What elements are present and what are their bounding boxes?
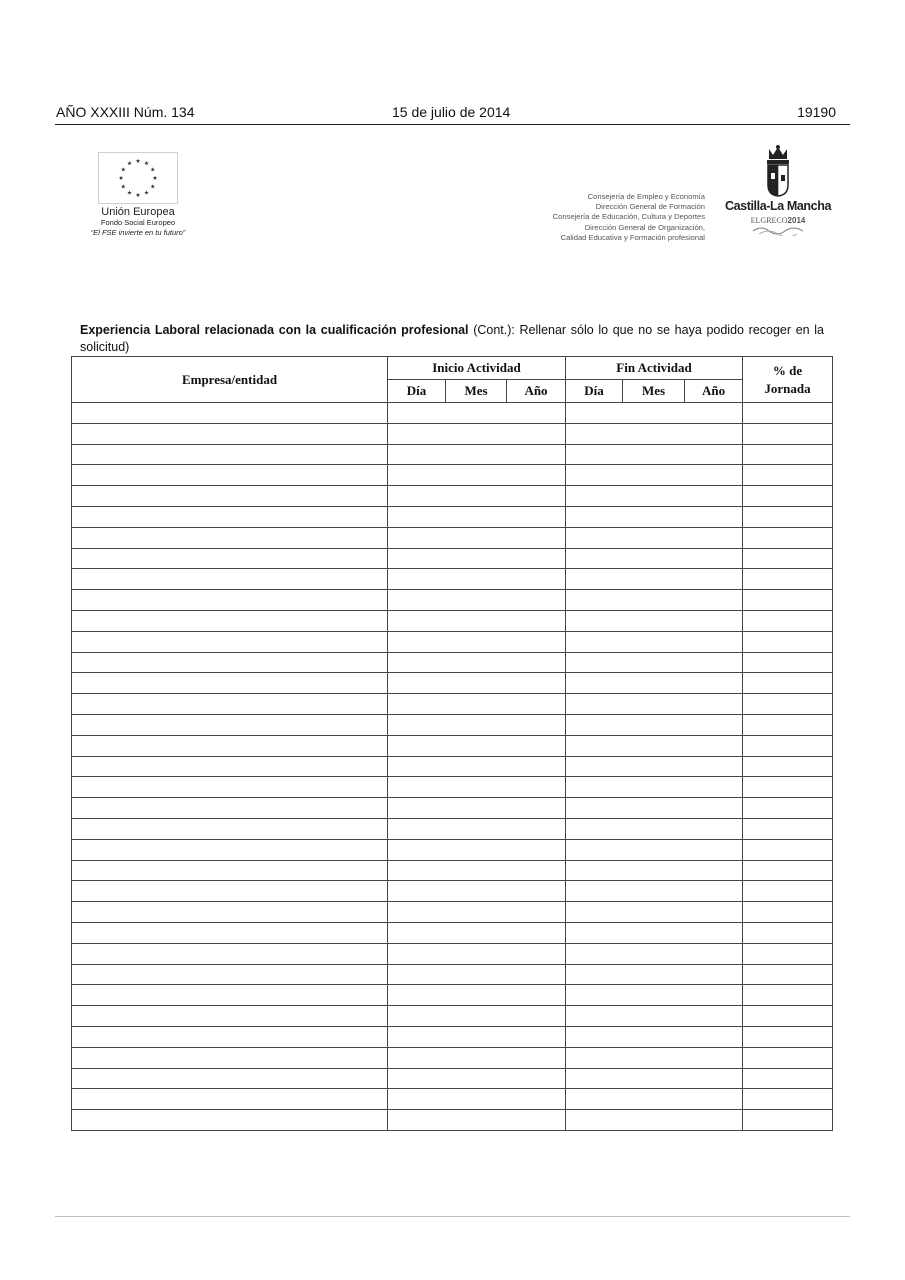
table-row — [72, 1006, 833, 1027]
end-date-cell[interactable] — [566, 881, 743, 902]
start-date-cell[interactable] — [388, 1047, 566, 1068]
percent-cell[interactable] — [743, 486, 833, 507]
start-date-cell[interactable] — [388, 610, 566, 631]
end-date-cell[interactable] — [566, 922, 743, 943]
end-date-cell[interactable] — [566, 1110, 743, 1131]
table-row — [72, 548, 833, 569]
eu-star-icon — [136, 159, 140, 163]
company-cell[interactable] — [72, 818, 388, 839]
company-cell[interactable] — [72, 860, 388, 881]
company-cell[interactable] — [72, 964, 388, 985]
clm-name: Castilla-La Mancha — [724, 199, 832, 213]
percent-cell[interactable] — [743, 839, 833, 860]
company-cell[interactable] — [72, 756, 388, 777]
start-date-cell[interactable] — [388, 590, 566, 611]
issue-number: AÑO XXXIII Núm. 134 — [56, 104, 195, 120]
table-row — [72, 1089, 833, 1110]
percent-cell[interactable] — [743, 943, 833, 964]
percent-cell[interactable] — [743, 673, 833, 694]
table-row — [72, 881, 833, 902]
start-date-cell[interactable] — [388, 423, 566, 444]
end-date-cell[interactable] — [566, 818, 743, 839]
percent-cell[interactable] — [743, 1026, 833, 1047]
end-date-cell[interactable] — [566, 860, 743, 881]
percent-cell[interactable] — [743, 527, 833, 548]
end-date-cell[interactable] — [566, 548, 743, 569]
company-cell[interactable] — [72, 1006, 388, 1027]
eu-star-icon — [127, 161, 131, 165]
company-cell[interactable] — [72, 714, 388, 735]
company-cell[interactable] — [72, 652, 388, 673]
start-date-cell[interactable] — [388, 673, 566, 694]
end-date-cell[interactable] — [566, 486, 743, 507]
header-end-activity: Fin Actividad — [566, 357, 743, 380]
footer-rule — [55, 1216, 850, 1217]
percent-cell[interactable] — [743, 714, 833, 735]
table-row — [72, 1047, 833, 1068]
end-date-cell[interactable] — [566, 798, 743, 819]
company-cell[interactable] — [72, 1047, 388, 1068]
company-cell[interactable] — [72, 985, 388, 1006]
percent-cell[interactable] — [743, 818, 833, 839]
eu-star-icon — [151, 167, 155, 171]
header-end-year: Año — [685, 380, 743, 403]
table-row — [72, 818, 833, 839]
start-date-cell[interactable] — [388, 714, 566, 735]
end-date-cell[interactable] — [566, 1047, 743, 1068]
percent-cell[interactable] — [743, 1068, 833, 1089]
company-cell[interactable] — [72, 444, 388, 465]
percent-cell[interactable] — [743, 1047, 833, 1068]
table-row — [72, 694, 833, 715]
company-cell[interactable] — [72, 527, 388, 548]
eu-star-icon — [144, 161, 148, 165]
end-date-cell[interactable] — [566, 756, 743, 777]
start-date-cell[interactable] — [388, 527, 566, 548]
end-date-cell[interactable] — [566, 1006, 743, 1027]
company-cell[interactable] — [72, 798, 388, 819]
section-title: Experiencia Laboral relacionada con la cualificación profesional — [80, 323, 469, 337]
percent-cell[interactable] — [743, 1110, 833, 1131]
header-start-month: Mes — [446, 380, 507, 403]
start-date-cell[interactable] — [388, 1006, 566, 1027]
percent-cell[interactable] — [743, 569, 833, 590]
end-date-cell[interactable] — [566, 569, 743, 590]
percent-cell[interactable] — [743, 881, 833, 902]
percent-cell[interactable] — [743, 631, 833, 652]
end-date-cell[interactable] — [566, 714, 743, 735]
company-cell[interactable] — [72, 881, 388, 902]
percent-cell[interactable] — [743, 652, 833, 673]
work-experience-table — [71, 356, 833, 1131]
header-company: Empresa/entidad — [72, 357, 388, 403]
start-date-cell[interactable] — [388, 985, 566, 1006]
end-date-cell[interactable] — [566, 1026, 743, 1047]
company-cell[interactable] — [72, 694, 388, 715]
end-date-cell[interactable] — [566, 444, 743, 465]
table-row — [72, 839, 833, 860]
start-date-cell[interactable] — [388, 465, 566, 486]
start-date-cell[interactable] — [388, 922, 566, 943]
company-cell[interactable] — [72, 673, 388, 694]
table-row — [72, 902, 833, 923]
start-date-cell[interactable] — [388, 902, 566, 923]
percent-cell[interactable] — [743, 860, 833, 881]
percent-cell[interactable] — [743, 798, 833, 819]
start-date-cell[interactable] — [388, 694, 566, 715]
page-number: 19190 — [797, 104, 836, 120]
table-row — [72, 714, 833, 735]
table-row — [72, 465, 833, 486]
table-row — [72, 735, 833, 756]
company-cell[interactable] — [72, 423, 388, 444]
greco-year: 2014 — [787, 216, 806, 225]
start-date-cell[interactable] — [388, 777, 566, 798]
start-date-cell[interactable] — [388, 756, 566, 777]
table-row — [72, 610, 833, 631]
percent-cell[interactable] — [743, 423, 833, 444]
header-start-activity: Inicio Actividad — [388, 357, 566, 380]
ornament-icon — [751, 226, 805, 236]
company-cell[interactable] — [72, 839, 388, 860]
end-date-cell[interactable] — [566, 964, 743, 985]
company-cell[interactable] — [72, 1068, 388, 1089]
table-row — [72, 943, 833, 964]
end-date-cell[interactable] — [566, 423, 743, 444]
table-row — [72, 486, 833, 507]
company-cell[interactable] — [72, 943, 388, 964]
start-date-cell[interactable] — [388, 1068, 566, 1089]
end-date-cell[interactable] — [566, 506, 743, 527]
start-date-cell[interactable] — [388, 943, 566, 964]
start-date-cell[interactable] — [388, 486, 566, 507]
table-row — [72, 527, 833, 548]
end-date-cell[interactable] — [566, 631, 743, 652]
table-row — [72, 1068, 833, 1089]
company-cell[interactable] — [72, 590, 388, 611]
start-date-cell[interactable] — [388, 839, 566, 860]
eu-motto: “El FSE invierte en tu futuro” — [90, 228, 186, 237]
start-date-cell[interactable] — [388, 444, 566, 465]
percent-cell[interactable] — [743, 548, 833, 569]
table-row — [72, 403, 833, 424]
eu-star-icon — [121, 184, 125, 188]
consejeria-line: Calidad Educativa y Formación profesional — [560, 232, 705, 242]
company-cell[interactable] — [72, 631, 388, 652]
end-date-cell[interactable] — [566, 527, 743, 548]
start-date-cell[interactable] — [388, 403, 566, 424]
table-row — [72, 756, 833, 777]
el-greco-mark — [722, 216, 834, 225]
end-date-cell[interactable] — [566, 1068, 743, 1089]
consejeria-line: Dirección General de Organización, — [584, 222, 705, 232]
coat-of-arms-icon — [764, 145, 792, 197]
consejeria-line: Consejería de Educación, Cultura y Deportes — [552, 212, 705, 222]
company-cell[interactable] — [72, 777, 388, 798]
table-row — [72, 964, 833, 985]
table-row — [72, 444, 833, 465]
table-row — [72, 652, 833, 673]
company-cell[interactable] — [72, 1089, 388, 1110]
start-date-cell[interactable] — [388, 1089, 566, 1110]
start-date-cell[interactable] — [388, 798, 566, 819]
percent-cell[interactable] — [743, 777, 833, 798]
end-date-cell[interactable] — [566, 839, 743, 860]
consejeria-line: Consejería de Empleo y Economía — [587, 192, 705, 201]
company-cell[interactable] — [72, 486, 388, 507]
header-start-year: Año — [507, 380, 566, 403]
eu-logo — [80, 152, 196, 238]
company-cell[interactable] — [72, 610, 388, 631]
table-row — [72, 985, 833, 1006]
consejeria-line: Dirección General de Formación — [595, 202, 705, 212]
start-date-cell[interactable] — [388, 569, 566, 590]
percent-cell[interactable] — [743, 465, 833, 486]
company-cell[interactable] — [72, 548, 388, 569]
percent-cell[interactable] — [743, 1089, 833, 1110]
table-row — [72, 590, 833, 611]
percent-cell[interactable] — [743, 506, 833, 527]
end-date-cell[interactable] — [566, 985, 743, 1006]
start-date-cell[interactable] — [388, 1026, 566, 1047]
eu-star-icon — [136, 193, 140, 197]
table-row — [72, 673, 833, 694]
eu-star-icon — [151, 184, 155, 188]
page-header — [55, 104, 850, 125]
eu-star-icon — [121, 167, 125, 171]
eu-star-icon — [144, 190, 148, 194]
percent-cell[interactable] — [743, 964, 833, 985]
company-cell[interactable] — [72, 569, 388, 590]
end-date-cell[interactable] — [566, 590, 743, 611]
table-row — [72, 860, 833, 881]
company-cell[interactable] — [72, 506, 388, 527]
start-date-cell[interactable] — [388, 1110, 566, 1131]
end-date-cell[interactable] — [566, 943, 743, 964]
table-row — [72, 777, 833, 798]
percent-cell[interactable] — [743, 985, 833, 1006]
company-cell[interactable] — [72, 922, 388, 943]
percent-cell[interactable] — [743, 694, 833, 715]
eu-star-icon — [127, 190, 131, 194]
eu-subtitle: Fondo Social Europeo — [100, 218, 176, 227]
end-date-cell[interactable] — [566, 777, 743, 798]
start-date-cell[interactable] — [388, 506, 566, 527]
eu-star-icon — [153, 176, 157, 180]
eu-title: Unión Europea — [101, 206, 175, 218]
header-percent-jornada: % de Jornada — [743, 357, 833, 403]
greco-prefix: ELGRECO — [750, 216, 788, 225]
end-date-cell[interactable] — [566, 735, 743, 756]
section-note: (Cont.): Rellenar sólo lo que no se haya podido recoger en la solicitud) — [80, 323, 824, 354]
end-date-cell[interactable] — [566, 673, 743, 694]
percent-cell[interactable] — [743, 1006, 833, 1027]
table-row — [72, 506, 833, 527]
end-date-cell[interactable] — [566, 902, 743, 923]
table-row — [72, 798, 833, 819]
table-row — [72, 569, 833, 590]
start-date-cell[interactable] — [388, 631, 566, 652]
company-cell[interactable] — [72, 403, 388, 424]
end-date-cell[interactable] — [566, 694, 743, 715]
section-intro — [80, 322, 824, 356]
start-date-cell[interactable] — [388, 735, 566, 756]
company-cell[interactable] — [72, 735, 388, 756]
end-date-cell[interactable] — [566, 610, 743, 631]
percent-cell[interactable] — [743, 610, 833, 631]
start-date-cell[interactable] — [388, 881, 566, 902]
clm-logo — [722, 145, 834, 236]
header-end-month: Mes — [623, 380, 685, 403]
company-cell[interactable] — [72, 902, 388, 923]
header-end-day: Día — [566, 380, 623, 403]
start-date-cell[interactable] — [388, 652, 566, 673]
percent-cell[interactable] — [743, 756, 833, 777]
start-date-cell[interactable] — [388, 964, 566, 985]
consejeria-block — [553, 192, 705, 243]
percent-cell[interactable] — [743, 444, 833, 465]
percent-cell[interactable] — [743, 590, 833, 611]
percent-cell[interactable] — [743, 735, 833, 756]
header-start-day: Día — [388, 380, 446, 403]
table-row — [72, 631, 833, 652]
start-date-cell[interactable] — [388, 860, 566, 881]
table-row — [72, 1026, 833, 1047]
end-date-cell[interactable] — [566, 403, 743, 424]
company-cell[interactable] — [72, 1110, 388, 1131]
eu-star-icon — [119, 176, 123, 180]
percent-cell[interactable] — [743, 902, 833, 923]
company-cell[interactable] — [72, 465, 388, 486]
table-row — [72, 1110, 833, 1131]
start-date-cell[interactable] — [388, 548, 566, 569]
end-date-cell[interactable] — [566, 652, 743, 673]
end-date-cell[interactable] — [566, 1089, 743, 1110]
eu-flag-icon — [98, 152, 178, 204]
start-date-cell[interactable] — [388, 818, 566, 839]
company-cell[interactable] — [72, 1026, 388, 1047]
percent-cell[interactable] — [743, 403, 833, 424]
end-date-cell[interactable] — [566, 465, 743, 486]
table-row — [72, 423, 833, 444]
percent-cell[interactable] — [743, 922, 833, 943]
publication-date: 15 de julio de 2014 — [392, 104, 511, 120]
table-row — [72, 922, 833, 943]
